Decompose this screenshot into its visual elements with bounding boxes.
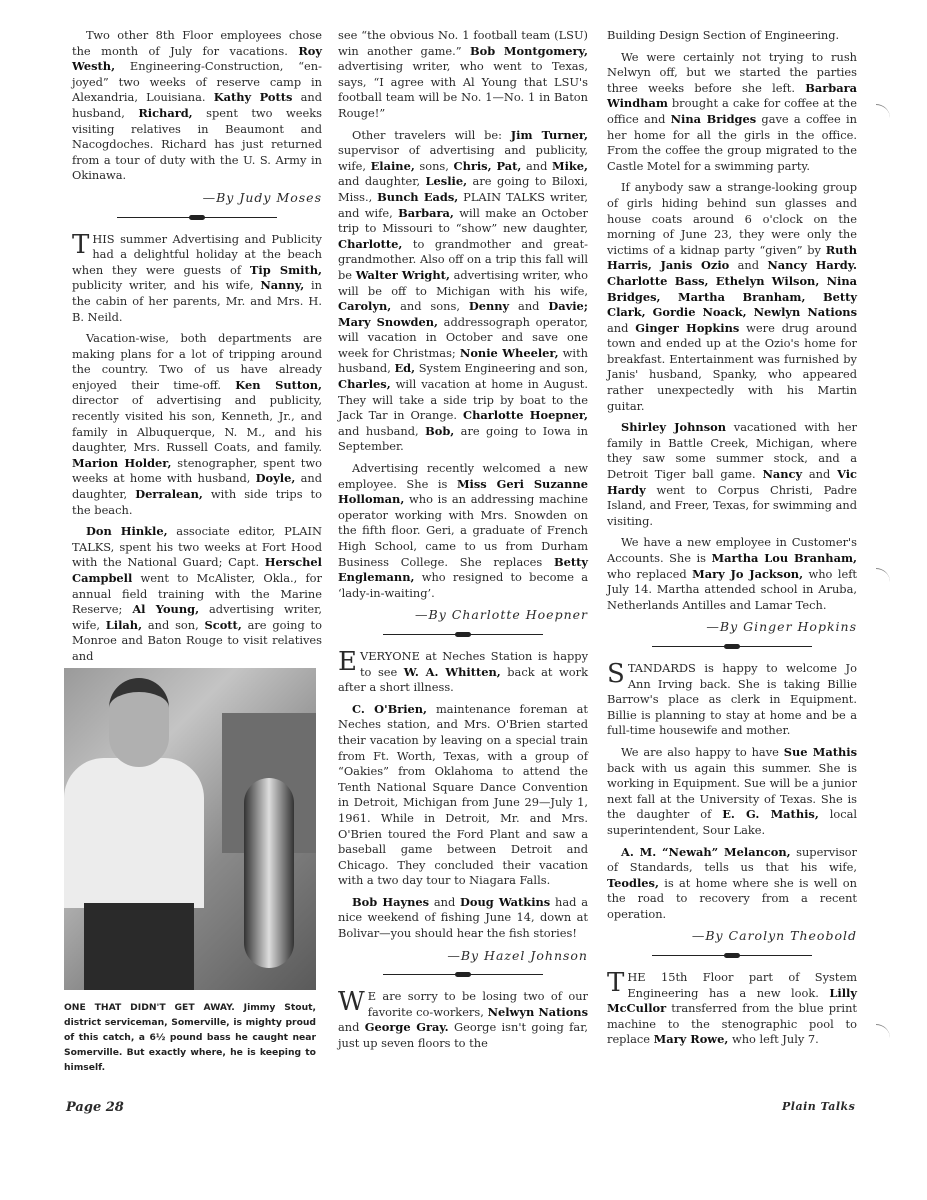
photo-pants	[84, 903, 194, 990]
paragraph	[607, 845, 857, 923]
text-run: We are also happy to have	[621, 744, 784, 759]
paragraph	[607, 50, 857, 175]
name-highlight: Miss Geri Suzanne Holloman,	[338, 476, 588, 507]
photo-shirt	[64, 758, 204, 908]
text-run: publicity writer, and his wife,	[72, 278, 261, 293]
name-highlight: Shirley Johnson	[621, 420, 726, 435]
paragraph	[338, 461, 588, 601]
name-highlight: Derralean,	[135, 487, 203, 502]
name-highlight: Nonie Wheeler,	[459, 345, 559, 360]
column-3	[607, 28, 857, 1054]
name-highlight: Roy Westh,	[72, 43, 322, 74]
name-highlight: Mary Rowe,	[653, 1032, 729, 1047]
byline: —By Hazel Johnson	[447, 947, 588, 963]
text-run: We were certainly not trying to rush Nelwyn off, but we started the parties three weeks before she left.	[607, 49, 857, 95]
name-highlight: Walter Wright,	[355, 267, 450, 282]
text-run: Vacation-wise, both departments are making plans for a lot of tripping around the country. Two of us have already enjoyed their time-off.	[72, 331, 322, 392]
name-highlight: Martha Lou Branham,	[711, 551, 857, 565]
name-highlight: E. G. Mathis,	[722, 807, 819, 822]
text-run: in the cabin of her parents, Mr. and Mrs. H. B. Neild.	[72, 278, 323, 324]
paragraph	[338, 128, 588, 455]
name-highlight: Mike,	[551, 158, 589, 173]
name-highlight: George Gray.	[364, 1020, 449, 1035]
byline: —By Ginger Hopkins	[706, 619, 857, 635]
paragraph	[607, 658, 857, 739]
text-run: back at work after a short illness.	[338, 664, 588, 695]
text-run: gave a coffee in her home for all the girls in the office. From the coffee the group migrated to the Castle Motel for a swimming party.	[607, 111, 857, 173]
text-run: and daughter,	[338, 174, 426, 189]
text-run: who replaced	[607, 566, 693, 581]
photo-man-with-fish	[64, 668, 316, 990]
text-run: HIS summer Advertising and Publicity had a delightful holiday at the beach when they were guests of	[72, 231, 322, 277]
text-run: Advertising recently welcomed a new employee. She is	[338, 461, 588, 491]
drop-cap: W	[338, 987, 365, 1018]
text-run: and	[509, 299, 549, 314]
column-1	[72, 28, 322, 671]
text-run: and sons,	[391, 299, 469, 314]
text-run: and	[802, 467, 838, 482]
name-highlight: Nelwyn Nations	[487, 1004, 588, 1019]
paragraph	[607, 535, 857, 613]
text-run: System Engineering and son,	[415, 361, 588, 376]
text-run: and son,	[142, 617, 205, 632]
name-highlight: A. M. “Newah” Melancon,	[621, 844, 791, 859]
binding-mark	[876, 1024, 890, 1045]
text-run: supervisor of Standards, tells us that his wife,	[607, 844, 857, 875]
paragraph	[72, 28, 322, 184]
drop-cap: T	[607, 968, 625, 999]
text-run: who resigned to become a ‘lady-in-waiting’.	[338, 570, 588, 600]
text-run: brought a cake for coffee at the office and	[607, 96, 857, 126]
text-run: who left July 14. Martha attended school in Aruba, Netherlands Antilles and Lamar Tech.	[607, 566, 857, 612]
name-highlight: Sue Mathis	[783, 744, 857, 759]
name-highlight: Herschel Campbell	[72, 555, 322, 585]
text-run: supervisor of advertising and publicity, wife,	[338, 143, 588, 173]
name-highlight: Mary Jo Jackson,	[692, 566, 804, 581]
text-run: with husband,	[338, 345, 588, 376]
binding-mark	[876, 568, 890, 589]
text-run: Building Design Section of Engineering.	[607, 28, 840, 42]
byline: —By Charlotte Hoepner	[415, 607, 588, 623]
text-run: We have a new employee in Customer's Accounts. She is	[607, 535, 857, 565]
text-run: spent two weeks visiting relatives in Beaumont and Nacogdoches. Richard has just returned from a tour of duty with the U. S. Army in Okinawa.	[72, 105, 322, 183]
text-run: and husband,	[338, 423, 426, 438]
text-run: were drug around town and ended up at the Ozio's home for breakfast. Entertainment was furnished by Janis' husband, Spanky, who appeared rather unexpectedly with his Martin guitar.	[607, 320, 857, 413]
paragraph	[72, 229, 323, 326]
text-run: and	[338, 1020, 365, 1035]
page-number: Page 28	[66, 1100, 124, 1115]
text-run: see “the obvious No. 1 football team (LSU) win another game.”	[338, 28, 588, 58]
name-highlight: Marion Holder,	[72, 455, 172, 470]
name-highlight: C. O'Brien,	[352, 701, 428, 716]
name-highlight: Bob,	[425, 423, 455, 438]
text-run: transferred from the blue print machine to the stenographic pool to replace	[607, 1001, 857, 1047]
text-run: director of advertising and publicity, recently visited his son, Kenneth, Jr., and family in Albuquerque, N. M., and his daughter, Mrs. Russell Coats, and family.	[72, 393, 322, 455]
name-highlight: Nina Bridges	[670, 111, 757, 126]
paragraph	[607, 28, 857, 44]
text-run: If anybody saw a strange-looking group of girls hiding behind sun glasses and house coats around 6 o'clock on the morning of June 23, they were only the victims of a kidnap party “given” by	[607, 180, 857, 257]
text-run: sons,	[414, 158, 454, 173]
text-run: and	[521, 158, 552, 173]
text-run: vacationed with her family in Battle Creek, Michigan, where they saw some summer stock, and a Detroit Tiger ball game.	[607, 420, 857, 482]
paragraph	[338, 646, 588, 696]
text-run: who is an addressing machine operator working with Mrs. Snowden on the fifth floor. Geri, a graduate of French High School, came to us from Durham Business College. She replaces	[338, 492, 588, 569]
text-run: VERYONE at Neches Station is happy to see	[359, 648, 588, 679]
name-highlight: Charles,	[338, 377, 391, 392]
paragraph	[338, 28, 588, 122]
photo-fish	[244, 778, 294, 968]
text-run: Other travelers will be:	[352, 127, 511, 142]
name-highlight: W. A. Whitten,	[403, 664, 501, 679]
name-highlight: Doug Watkins	[460, 894, 551, 909]
text-run: and	[729, 258, 768, 273]
name-highlight: Ruth Harris, Janis Ozio	[607, 242, 857, 273]
text-run: and husband,	[72, 90, 322, 120]
text-run: stenographer, spent two weeks at home with husband,	[72, 455, 322, 486]
publication-name: Plain Talks	[782, 1100, 856, 1113]
name-highlight: Davie; Mary Snowden,	[338, 299, 588, 329]
name-highlight: Chris, Pat,	[453, 158, 522, 173]
name-highlight: Nancy	[762, 467, 803, 482]
text-run: associate editor, PLAIN TALKS, spent his two weeks at Fort Hood with the National Guard; Capt.	[72, 524, 322, 570]
text-run: advertising writer, wife,	[72, 602, 322, 632]
paragraph	[607, 180, 857, 414]
text-run: who left July 7.	[728, 1032, 819, 1047]
name-highlight: Denny	[468, 299, 510, 314]
text-run: with side trips to the beach.	[72, 487, 322, 517]
text-run: will make an October trip to Missouri to “show” new daughter,	[338, 205, 588, 236]
text-run: is at home where she is well on the road to recovery from a recent operation.	[607, 875, 857, 921]
text-run: are going to Biloxi, Miss.,	[338, 174, 588, 204]
name-highlight: Leslie,	[425, 174, 468, 189]
drop-cap: T	[72, 229, 90, 260]
name-highlight: Tip Smith,	[249, 262, 322, 277]
text-run: TANDARDS is happy to welcome Jo Ann Irving back. She is taking Billie Barrow's place as clerk in Equipment. Billie is planning to stay at home and be a full-time housewife and mother.	[607, 660, 857, 738]
section-divider	[652, 952, 812, 960]
name-highlight: Charlotte,	[338, 236, 403, 251]
name-highlight: Ginger Hopkins	[635, 320, 740, 335]
text-run: advertising writer, who went to Texas, says, “I agree with Al Young that LSU's football team will be No. 1—No. 1 in Baton Rouge!”	[338, 59, 588, 120]
name-highlight: Nanny,	[260, 278, 305, 293]
text-run: PLAIN TALKS writer, and wife,	[338, 189, 588, 220]
photo-caption: ONE THAT DIDN'T GET AWAY. Jimmy Stout, district serviceman, Somerville, is mighty proud of this catch, a 6½ pound bass he caught near Somerville. But exactly where, he is keeping to himself.	[64, 1002, 316, 1073]
text-run: to grandmother and great-grandmother. Also off on a trip this fall will be	[338, 236, 588, 282]
paragraph	[72, 524, 322, 664]
paragraph	[338, 895, 588, 942]
name-highlight: Bob Montgomery,	[469, 43, 588, 58]
text-run: HE 15th Floor part of System Engineering has a new look.	[627, 970, 857, 1000]
text-run: George isn't going far, just up seven floors to the	[338, 1020, 589, 1051]
paragraph	[72, 331, 322, 518]
name-highlight: Richard,	[138, 105, 193, 120]
text-run: are going to Monroe and Baton Rouge to visit relatives and	[72, 617, 322, 663]
text-run: went to McAlister, Okla., for annual field training with the Marine Reserve;	[72, 571, 322, 617]
byline: —By Carolyn Theobold	[691, 928, 857, 944]
name-highlight: Vic Hardy	[607, 467, 857, 497]
column-2	[338, 28, 588, 1058]
name-highlight: Ken Sutton,	[235, 377, 322, 392]
name-highlight: Al Young,	[132, 602, 200, 617]
text-run: Two other 8th Floor employees chose the month of July for vacations.	[72, 28, 322, 58]
name-highlight: Carolyn,	[338, 299, 392, 314]
text-run: advertising writer, who will be off to Michigan with his wife,	[338, 267, 588, 298]
name-highlight: Lilah,	[105, 617, 143, 632]
section-divider	[117, 214, 277, 222]
name-highlight: Teodles,	[607, 875, 659, 890]
name-highlight: Betty Englemann,	[338, 554, 588, 585]
text-run: E are sorry to be losing two of our favorite co-workers,	[367, 989, 588, 1019]
name-highlight: Lilly McCullor	[607, 985, 857, 1016]
paragraph	[607, 745, 857, 839]
text-run: and daughter,	[72, 471, 322, 502]
text-run: and	[429, 894, 461, 909]
name-highlight: Bunch Eads,	[377, 189, 459, 204]
name-highlight: Nancy Hardy. Charlotte Bass, Ethelyn Wilson, Nina Bridges, Martha Branham, Betty Clark, Gordie Noack, Newlyn Nations	[607, 258, 857, 320]
drop-cap: E	[338, 646, 357, 677]
name-highlight: Jim Turner,	[510, 127, 588, 142]
name-highlight: Barbara Windham	[607, 80, 857, 111]
paragraph	[338, 702, 588, 889]
photo-head	[109, 678, 169, 767]
text-run: Engineering-Construction, “en-joyed” two weeks of reserve camp in Alexandria, Louisiana.	[72, 59, 322, 105]
text-run: will vacation at home in August. They will take a side trip by boat to the Jack Tar in Orange.	[338, 377, 588, 423]
name-highlight: Ed,	[394, 361, 416, 376]
name-highlight: Charlotte Hoepner,	[463, 408, 588, 423]
name-highlight: Kathy Potts	[213, 90, 293, 105]
name-highlight: Doyle,	[255, 471, 296, 486]
paragraph	[607, 420, 857, 529]
section-divider	[383, 971, 543, 979]
byline: —By Judy Moses	[202, 189, 322, 205]
name-highlight: Barbara,	[398, 205, 454, 220]
text-run: local superintendent, Sour Lake.	[607, 807, 858, 837]
text-run: maintenance foreman at Neches station, and Mrs. O'Brien started their vacation by leaving on a special train from Ft. Worth, Texas, with a group of “Oakies” from Oklahoma to attend the Tenth National Square Dance Convention in Detroit, Michigan from June 29—July 1, 1961. While in Detroit, Mr. and Mrs. O'Brien toured the Ford Plant and saw a baseball game between Detroit and Chicago. They concluded their vacation with a two day tour to Niagara Falls.	[338, 701, 588, 888]
name-highlight: Elaine,	[370, 158, 415, 173]
paragraph	[607, 970, 857, 1048]
name-highlight: Don Hinkle,	[86, 524, 168, 539]
text-run: addressograph operator, will vacation in October and save one week for Christmas;	[338, 314, 588, 360]
section-divider	[652, 643, 812, 651]
text-run: and	[607, 320, 636, 335]
name-highlight: Scott,	[204, 617, 242, 632]
drop-cap: S	[607, 658, 625, 689]
paragraph	[338, 989, 588, 1051]
text-run: are going to Iowa in September.	[338, 423, 588, 454]
name-highlight: Bob Haynes	[352, 894, 430, 909]
binding-mark	[876, 104, 890, 125]
text-run: back with us again this summer. She is working in Equipment. Sue will be a junior next fall at the University of Texas. She is the daughter of	[607, 760, 857, 822]
text-run: went to Corpus Christi, Padre Island, and Freer, Texas, for swimming and visiting.	[607, 482, 857, 528]
section-divider	[383, 631, 543, 639]
text-run: had a nice weekend of fishing June 14, down at Bolivar—you should hear the fish stories!	[338, 894, 589, 941]
